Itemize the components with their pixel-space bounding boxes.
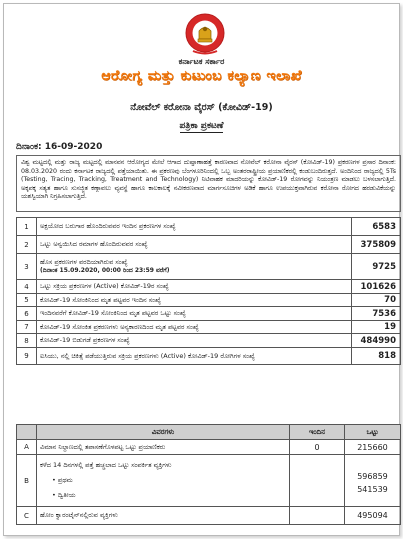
table-row xyxy=(17,218,401,236)
row-label: ಹೋಂ ಕ್ವಾರಂಟೈನ್‌ನಲ್ಲಿರುವ ವ್ಯಕ್ತಿಗಳು xyxy=(37,507,290,525)
row-number: 9 xyxy=(17,348,37,365)
column-header-total: ಒಟ್ಟು xyxy=(345,425,401,440)
row-number: 4 xyxy=(17,280,37,294)
row-value: 9725 xyxy=(352,254,401,280)
row-value: 818 xyxy=(352,348,401,365)
row-number: 2 xyxy=(17,236,37,254)
row-letter: A xyxy=(17,440,37,455)
release-date: ದಿನಾಂಕ: 16-09-2020 xyxy=(16,142,103,152)
row-label: ಕಳೆದ 14 ದಿನಗಳಲ್ಲಿ ಪತ್ತೆ ಹಚ್ಚಲಾದ ಒಟ್ಟು ಸಂಪರ್ಕಿತ ವ್ಯಕ್ತಿಗಳು • ಪ್ರಥಮ • ದ್ವಿತೀಯ xyxy=(37,455,290,507)
total-value: 215660 xyxy=(345,440,401,455)
contact-count: 596859 xyxy=(357,471,388,481)
row-value: 375809 xyxy=(352,236,401,254)
intro-paragraph: ವಿಶ್ವ ಮಟ್ಟದಲ್ಲಿ ಮತ್ತು ರಾಜ್ಯ ಮಟ್ಟದಲ್ಲಿ ಮಾನವನ ಆರೋಗ್ಯದ ಮೇಲೆ ಆಗಾದ ದುಷ್ಪಾಣಾಹತ್ತೆ ಕಾರಣವಾದ ನೋವೆಲ್ ಕರೋನಾ ವೈರಸ್ (ಕೋವಿಡ್-19) ಪ್ರಕರಣಗಳ ಪ್ರಸಾರ ದಿನಾಂಕ: 08.03.2020 ರಂದು ಕರ್ನಾಟಕ ರಾಜ್ಯದಲ್ಲಿ ಪತ್ತೆಯಾಯಿತು. ಈ ಪ್ರಕರಣವು ಬೆಂಗಳೂರಿನಿಂದಲ್ಲಿ ಒಬ್ಬ ಅಂತರರಾಷ್ಟ್ರೀಯ ಪ್ರಯಾಣಿಕರಲ್ಲಿ ಕಂಡುಬಂದಿರುತ್ತದೆ. ಅಂದಿನಿಂದ ರಾಜ್ಯದಲ್ಲಿ 5Ts (Testing, Tracing, Tracking, Treatment and Technology) ನಿಟಿವಾಹಕ ಮಾದರಿಯನ್ನು ಕೋವಿಡ್-19 ರೋಗವನ್ನು ನಿಯಂತ್ರಣ ಮಾಡಲು ಬಳಸಲಾಗುತ್ತಿದೆ. ಅಕ್ಕಪಕ್ಕ ಸತ್ಯತ ಹಾಗೂ ಸುಸಜ್ಜಿತ ಕಣ್ಗಾವಲು ವ್ಯವಸ್ಥೆ ಹಾಗೂ ಕಾಲಕಾಲಕ್ಕೆ ನವೀಕರಣವಾದ ಮಾರ್ಗಸೂಚಿಗಳ ಅಡಿಕೆ ಹಾಗೂ ಉಪಯುಕ್ತವಾಗಿರುವ ಕರೋನಾ ರೋಗದ ಹರಡುವಿಕೆಯನ್ನು ಯಶಸ್ವಿಯಾಗಿ ನಿಗ್ರಹಿಸಲಾಗುತ್ತಿದೆ. xyxy=(16,155,401,212)
row-label: ಒಟ್ಟು ಅನ್ವಯಿಸಿದ ರಮಾಗಳ ಹೊಂದಿರುವವರ ಸಂಖ್ಯೆ xyxy=(37,236,352,254)
row-number: 1 xyxy=(17,218,37,236)
surveillance-table xyxy=(16,424,401,525)
column-header-blank xyxy=(17,425,37,440)
row-label: ಹೊಸ ಪ್ರಕರಣಗಳ ವರದಿಯಾಗಿರುವ ಸಂಖ್ಯೆ (ದಿನಾಂಕ 15.09.2020, 00:00 ರಿಂದ 23:59 ವರೆಗೆ) xyxy=(37,254,352,280)
table-row xyxy=(17,294,401,307)
row-value: 101626 xyxy=(352,280,401,294)
row-letter: B xyxy=(17,455,37,507)
contact-count: 541539 xyxy=(357,484,388,494)
department-title: ಆರೋಗ್ಯ ಮತ್ತು ಕುಟುಂಬ ಕಲ್ಯಾಣ ಇಲಾಖೆ xyxy=(101,68,302,84)
row-label: ಒಟ್ಟು ಸಕ್ರಿಯ ಪ್ರಕರಣಗಳ (Active) ಕೋವಿಡ್-19ರ ಸಂಖ್ಯೆ xyxy=(37,280,352,294)
table-row xyxy=(17,307,401,321)
row-number: 5 xyxy=(17,294,37,307)
table-row xyxy=(17,280,401,294)
row-value: 19 xyxy=(352,321,401,334)
contact-type: • ದ್ವಿತೀಯ xyxy=(52,491,76,499)
table-row xyxy=(17,348,401,365)
row-number: 7 xyxy=(17,321,37,334)
total-value xyxy=(345,455,401,507)
table-row xyxy=(17,334,401,348)
statistics-table xyxy=(16,217,401,365)
today-value xyxy=(290,507,345,525)
date-range-note: (ದಿನಾಂಕ 15.09.2020, 00:00 ರಿಂದ 23:59 ವರೆಗೆ) xyxy=(40,267,170,274)
today-value: 0 xyxy=(290,440,345,455)
government-label: ಕರ್ನಾಟಕ ಸರ್ಕಾರ xyxy=(178,57,225,66)
row-number: 3 xyxy=(17,254,37,280)
table-row xyxy=(17,321,401,334)
total-value: 495094 xyxy=(345,507,401,525)
row-value: 70 xyxy=(352,294,401,307)
subject-line: ನೋವೆಲ್ ಕರೋನಾ ವೈರಸ್ (ಕೋವಿಡ್-19) xyxy=(130,102,273,113)
row-label: ಇಂದಿನವರೆಗೆ ಕೋವಿಡ್-19 ಸೋಂಕಿನಿಂದ ಮೃತ ಪಟ್ಟವರ ಒಟ್ಟು ಸಂಖ್ಯೆ xyxy=(37,307,352,321)
row-value: 7536 xyxy=(352,307,401,321)
column-header-today: ಇಂದಿನ xyxy=(290,425,345,440)
press-release-heading: ಪತ್ರಿಕಾ ಪ್ರಕಟಣೆ xyxy=(179,121,224,131)
row-label: ಕೋವಿಡ್-19 ಬಿಡುಗಡೆ ಪ್ರಕರಣಗಳ ಸಂಖ್ಯೆ xyxy=(37,334,352,348)
row-label: ಕೋವಿಡ್-19 ಸೋಂಕಿತ ಪ್ರಕರಣಗಳು ಅನ್ಯಕಾರಣದಿಂದ ಮೃತ ಪಟ್ಟವರ ಸಂಖ್ಯೆ xyxy=(37,321,352,334)
row-label: ಅಕ್ಷಯೋದ ಬರುಗಾರ ಹೊಂದಿರುವವರ ಇಂದಿನ ಪ್ರಕರಣಗಳ ಸಂಖ್ಯೆ xyxy=(37,218,352,236)
table-row xyxy=(17,440,401,455)
press-release-page xyxy=(3,3,400,536)
row-letter: C xyxy=(17,507,37,525)
contact-type: • ಪ್ರಥಮ xyxy=(52,476,73,484)
column-header-details: ವಿವರಗಳು xyxy=(37,425,290,440)
row-label: ಕೋವಿಡ್-19 ಸೋಂಕಿನಿಂದ ಮೃತ ಪಟ್ಟವರ ಇಂದಿನ ಸಂಖ್ಯೆ xyxy=(37,294,352,307)
table-row xyxy=(17,507,401,525)
today-value xyxy=(290,455,345,507)
table-row xyxy=(17,236,401,254)
row-number: 8 xyxy=(17,334,37,348)
karnataka-emblem-icon xyxy=(184,12,226,56)
row-label: ಐಸಿಯು, ನಲ್ಲಿ ಚಿಕಿತ್ಸೆ ಪಡೆಯುತ್ತಿರುವ ಸಕ್ರಿಯ ಪ್ರಕರಣಗಳು (Active) ಕೋವಿಡ್-19 ರೋಗಿಗಳ ಸಂಖ್ಯೆ xyxy=(37,348,352,365)
table-row xyxy=(17,254,401,280)
row-value: 484990 xyxy=(352,334,401,348)
row-value: 6583 xyxy=(352,218,401,236)
row-number: 6 xyxy=(17,307,37,321)
row-label: ವಿಮಾನ ನಿಲ್ದಾಣದಲ್ಲಿ ತಪಾಸಣೆಗೊಳಪಟ್ಟ ಒಟ್ಟು ಪ್ರಯಾಣಿಕರು xyxy=(37,440,290,455)
table-row xyxy=(17,455,401,507)
